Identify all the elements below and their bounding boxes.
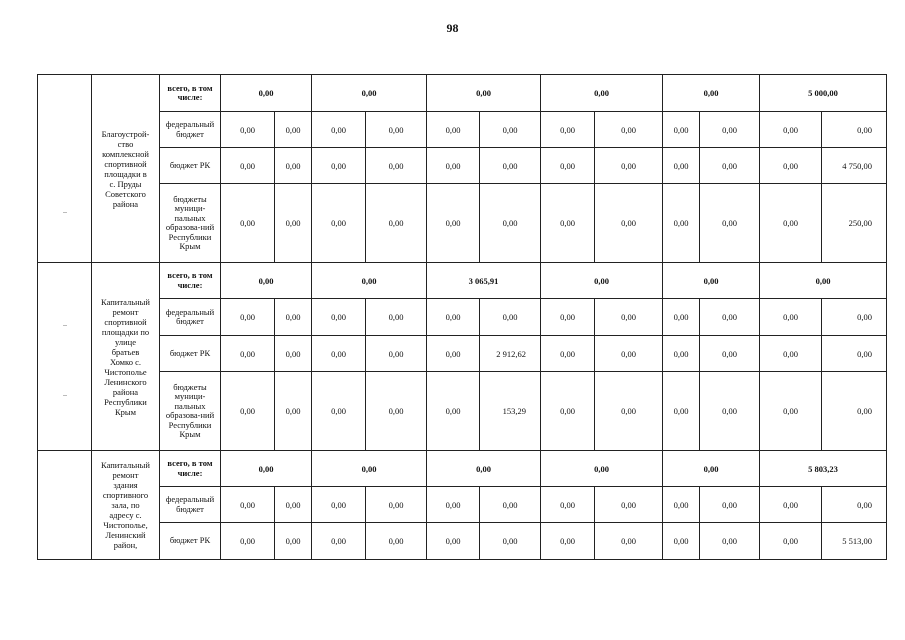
object-name-line: ремонт (112, 306, 139, 317)
value-cell: 0,00 (221, 336, 275, 372)
total-value-cell: 0,00 (541, 263, 663, 299)
total-value-cell: 0,00 (427, 75, 541, 112)
value-cell: 250,00 (822, 184, 887, 263)
funding-source-cell: всего, в том числе: (160, 75, 221, 112)
value-cell: 0,00 (275, 336, 312, 372)
value-cell: 0,00 (700, 299, 760, 336)
value-cell: 0,00 (221, 184, 275, 263)
object-name-line: здания (113, 480, 138, 490)
value-cell: 0,00 (275, 148, 312, 184)
object-name-line: спортивного (102, 490, 149, 500)
value-cell: 0,00 (663, 148, 700, 184)
value-cell: 0,00 (760, 487, 822, 523)
table-row (38, 451, 887, 487)
object-name-line: спортивной (104, 316, 147, 327)
funding-source-cell: всего, в том числе: (160, 263, 221, 299)
table-row (38, 184, 887, 263)
table-row (38, 263, 887, 299)
value-cell: 0,00 (822, 299, 887, 336)
value-cell: 0,00 (480, 523, 541, 560)
value-cell: 0,00 (663, 336, 700, 372)
total-value-cell: 0,00 (427, 451, 541, 487)
value-cell: 0,00 (760, 299, 822, 336)
value-cell: 0,00 (595, 112, 663, 148)
object-name-cell (92, 451, 160, 560)
funding-source-cell: федеральный бюджет (160, 299, 221, 336)
value-cell: 0,00 (822, 372, 887, 451)
value-cell: 0,00 (366, 299, 427, 336)
total-value-cell: 0,00 (221, 75, 312, 112)
value-cell: 0,00 (366, 184, 427, 263)
funding-source-cell: бюджет РК (160, 336, 221, 372)
value-cell: 0,00 (312, 148, 366, 184)
value-cell: 0,00 (427, 372, 480, 451)
value-cell: 0,00 (427, 523, 480, 560)
table-row (38, 75, 887, 112)
total-value-cell: 0,00 (663, 75, 760, 112)
value-cell: 0,00 (822, 112, 887, 148)
value-cell: 0,00 (595, 336, 663, 372)
value-cell: 0,00 (595, 487, 663, 523)
value-cell: 5 513,00 (822, 523, 887, 560)
total-value-cell: 0,00 (221, 263, 312, 299)
object-name-line: Крым (114, 406, 136, 417)
object-name-line: Ленинский (105, 530, 146, 540)
object-name-line: улице (115, 336, 136, 347)
value-cell: 0,00 (427, 487, 480, 523)
value-cell: 0,00 (700, 487, 760, 523)
value-cell: 0,00 (427, 148, 480, 184)
value-cell: 0,00 (312, 184, 366, 263)
value-cell: 0,00 (480, 148, 541, 184)
funding-source-cell: бюджеты муници-пальных образова-ний Республики Крым (160, 372, 221, 451)
value-cell: 0,00 (663, 487, 700, 523)
object-name-line: Чистополье, (103, 520, 148, 530)
value-cell: 0,00 (312, 487, 366, 523)
object-name-line: спортивной (104, 158, 147, 169)
value-cell: 0,00 (700, 336, 760, 372)
value-cell: 0,00 (427, 184, 480, 263)
value-cell: 0,00 (760, 336, 822, 372)
funding-source-cell: федеральный бюджет (160, 112, 221, 148)
table-row (38, 148, 887, 184)
object-name-line: адресу с. (109, 510, 142, 520)
value-cell: 0,00 (366, 372, 427, 451)
value-cell: 0,00 (541, 487, 595, 523)
value-cell: 0,00 (312, 112, 366, 148)
total-value-cell: 0,00 (663, 263, 760, 299)
total-value-cell: 5 000,00 (760, 75, 887, 112)
value-cell: 0,00 (221, 487, 275, 523)
object-name-line: ство (117, 138, 134, 149)
value-cell: 0,00 (663, 372, 700, 451)
value-cell: 0,00 (760, 372, 822, 451)
value-cell: 0,00 (366, 523, 427, 560)
budget-table (37, 74, 887, 560)
value-cell: 0,00 (760, 112, 822, 148)
value-cell: 0,00 (541, 336, 595, 372)
object-name-line: Чистополье (104, 366, 147, 377)
value-cell: 0,00 (221, 148, 275, 184)
object-name-line: Капитальный (101, 296, 150, 307)
value-cell: 0,00 (663, 299, 700, 336)
value-cell: 0,00 (275, 372, 312, 451)
value-cell: 0,00 (366, 487, 427, 523)
table-row (38, 112, 887, 148)
value-cell: 0,00 (595, 148, 663, 184)
object-name-cell (92, 263, 160, 451)
table-row (38, 487, 887, 523)
total-value-cell: 5 803,23 (760, 451, 887, 487)
object-name-line: Хомко с. (109, 356, 142, 367)
object-name-line: района (112, 386, 139, 397)
value-cell: 2 912,62 (480, 336, 541, 372)
value-cell: 0,00 (480, 112, 541, 148)
object-name-line: ремонт (112, 470, 139, 480)
value-cell: 0,00 (541, 372, 595, 451)
index-cell (38, 451, 92, 560)
value-cell: 0,00 (595, 184, 663, 263)
total-value-cell: 0,00 (312, 263, 427, 299)
total-value-cell: 0,00 (221, 451, 312, 487)
value-cell: 0,00 (541, 299, 595, 336)
funding-source-cell: бюджеты муници-пальных образова-ний Республики Крым (160, 184, 221, 263)
index-cell (38, 75, 92, 263)
object-name-line: Советского (105, 188, 146, 199)
value-cell: 0,00 (366, 148, 427, 184)
value-cell: 0,00 (480, 299, 541, 336)
table-row (38, 523, 887, 560)
funding-source-cell: бюджет РК (160, 523, 221, 560)
total-value-cell: 0,00 (541, 75, 663, 112)
value-cell: 0,00 (480, 487, 541, 523)
value-cell: 0,00 (700, 112, 760, 148)
value-cell: 0,00 (663, 523, 700, 560)
value-cell: 0,00 (760, 523, 822, 560)
value-cell: 0,00 (595, 372, 663, 451)
value-cell: 0,00 (541, 112, 595, 148)
value-cell: 0,00 (480, 184, 541, 263)
object-name-cell (92, 75, 160, 263)
value-cell: 4 750,00 (822, 148, 887, 184)
value-cell: 0,00 (663, 112, 700, 148)
value-cell: 0,00 (541, 184, 595, 263)
value-cell: 0,00 (221, 112, 275, 148)
value-cell: 0,00 (366, 336, 427, 372)
table-row (38, 372, 887, 451)
value-cell: 0,00 (427, 299, 480, 336)
table-row (38, 299, 887, 336)
value-cell: 0,00 (663, 184, 700, 263)
value-cell: 0,00 (427, 112, 480, 148)
table-row (38, 336, 887, 372)
funding-source-cell: бюджет РК (160, 148, 221, 184)
total-value-cell: 0,00 (760, 263, 887, 299)
total-value-cell: 0,00 (312, 75, 427, 112)
total-value-cell: 0,00 (663, 451, 760, 487)
total-value-cell: 3 065,91 (427, 263, 541, 299)
object-name-line: район, (113, 540, 138, 550)
value-cell: 0,00 (312, 523, 366, 560)
value-cell: 0,00 (700, 372, 760, 451)
value-cell: 0,00 (275, 487, 312, 523)
object-name-line: Благоустрой- (101, 128, 150, 139)
funding-source-cell: всего, в том числе: (160, 451, 221, 487)
value-cell: 0,00 (275, 184, 312, 263)
value-cell: 0,00 (760, 184, 822, 263)
value-cell: 0,00 (760, 148, 822, 184)
object-name-line: комплексной (102, 148, 149, 159)
value-cell: 0,00 (595, 523, 663, 560)
total-value-cell: 0,00 (312, 451, 427, 487)
value-cell: 0,00 (366, 112, 427, 148)
page-number: 98 (446, 21, 459, 35)
total-value-cell: 0,00 (541, 451, 663, 487)
object-name-line: зала, по (111, 500, 140, 510)
value-cell: 0,00 (312, 372, 366, 451)
index-cell (38, 263, 92, 451)
value-cell: 0,00 (312, 299, 366, 336)
value-cell: 0,00 (275, 523, 312, 560)
object-name-line: братьев (111, 346, 140, 357)
value-cell: 0,00 (541, 523, 595, 560)
object-name-line: Ленинского (104, 376, 147, 387)
object-name-line: с. Пруды (109, 178, 142, 189)
object-name-line: площадки в (104, 168, 147, 179)
value-cell: 0,00 (221, 372, 275, 451)
value-cell: 0,00 (275, 299, 312, 336)
value-cell: 0,00 (700, 148, 760, 184)
value-cell: 0,00 (822, 336, 887, 372)
object-name-line: Республики (104, 396, 147, 407)
funding-source-cell: федеральный бюджет (160, 487, 221, 523)
value-cell: 0,00 (541, 148, 595, 184)
value-cell: 0,00 (275, 112, 312, 148)
object-name-line: района (112, 198, 139, 209)
value-cell: 0,00 (221, 523, 275, 560)
object-name-line: площадки по (101, 326, 150, 337)
value-cell: 0,00 (221, 299, 275, 336)
value-cell: 0,00 (427, 336, 480, 372)
object-name-line: Капитальный (101, 460, 150, 470)
value-cell: 0,00 (822, 487, 887, 523)
value-cell: 0,00 (595, 299, 663, 336)
value-cell: 0,00 (700, 523, 760, 560)
value-cell: 153,29 (480, 372, 541, 451)
value-cell: 0,00 (312, 336, 366, 372)
value-cell: 0,00 (700, 184, 760, 263)
